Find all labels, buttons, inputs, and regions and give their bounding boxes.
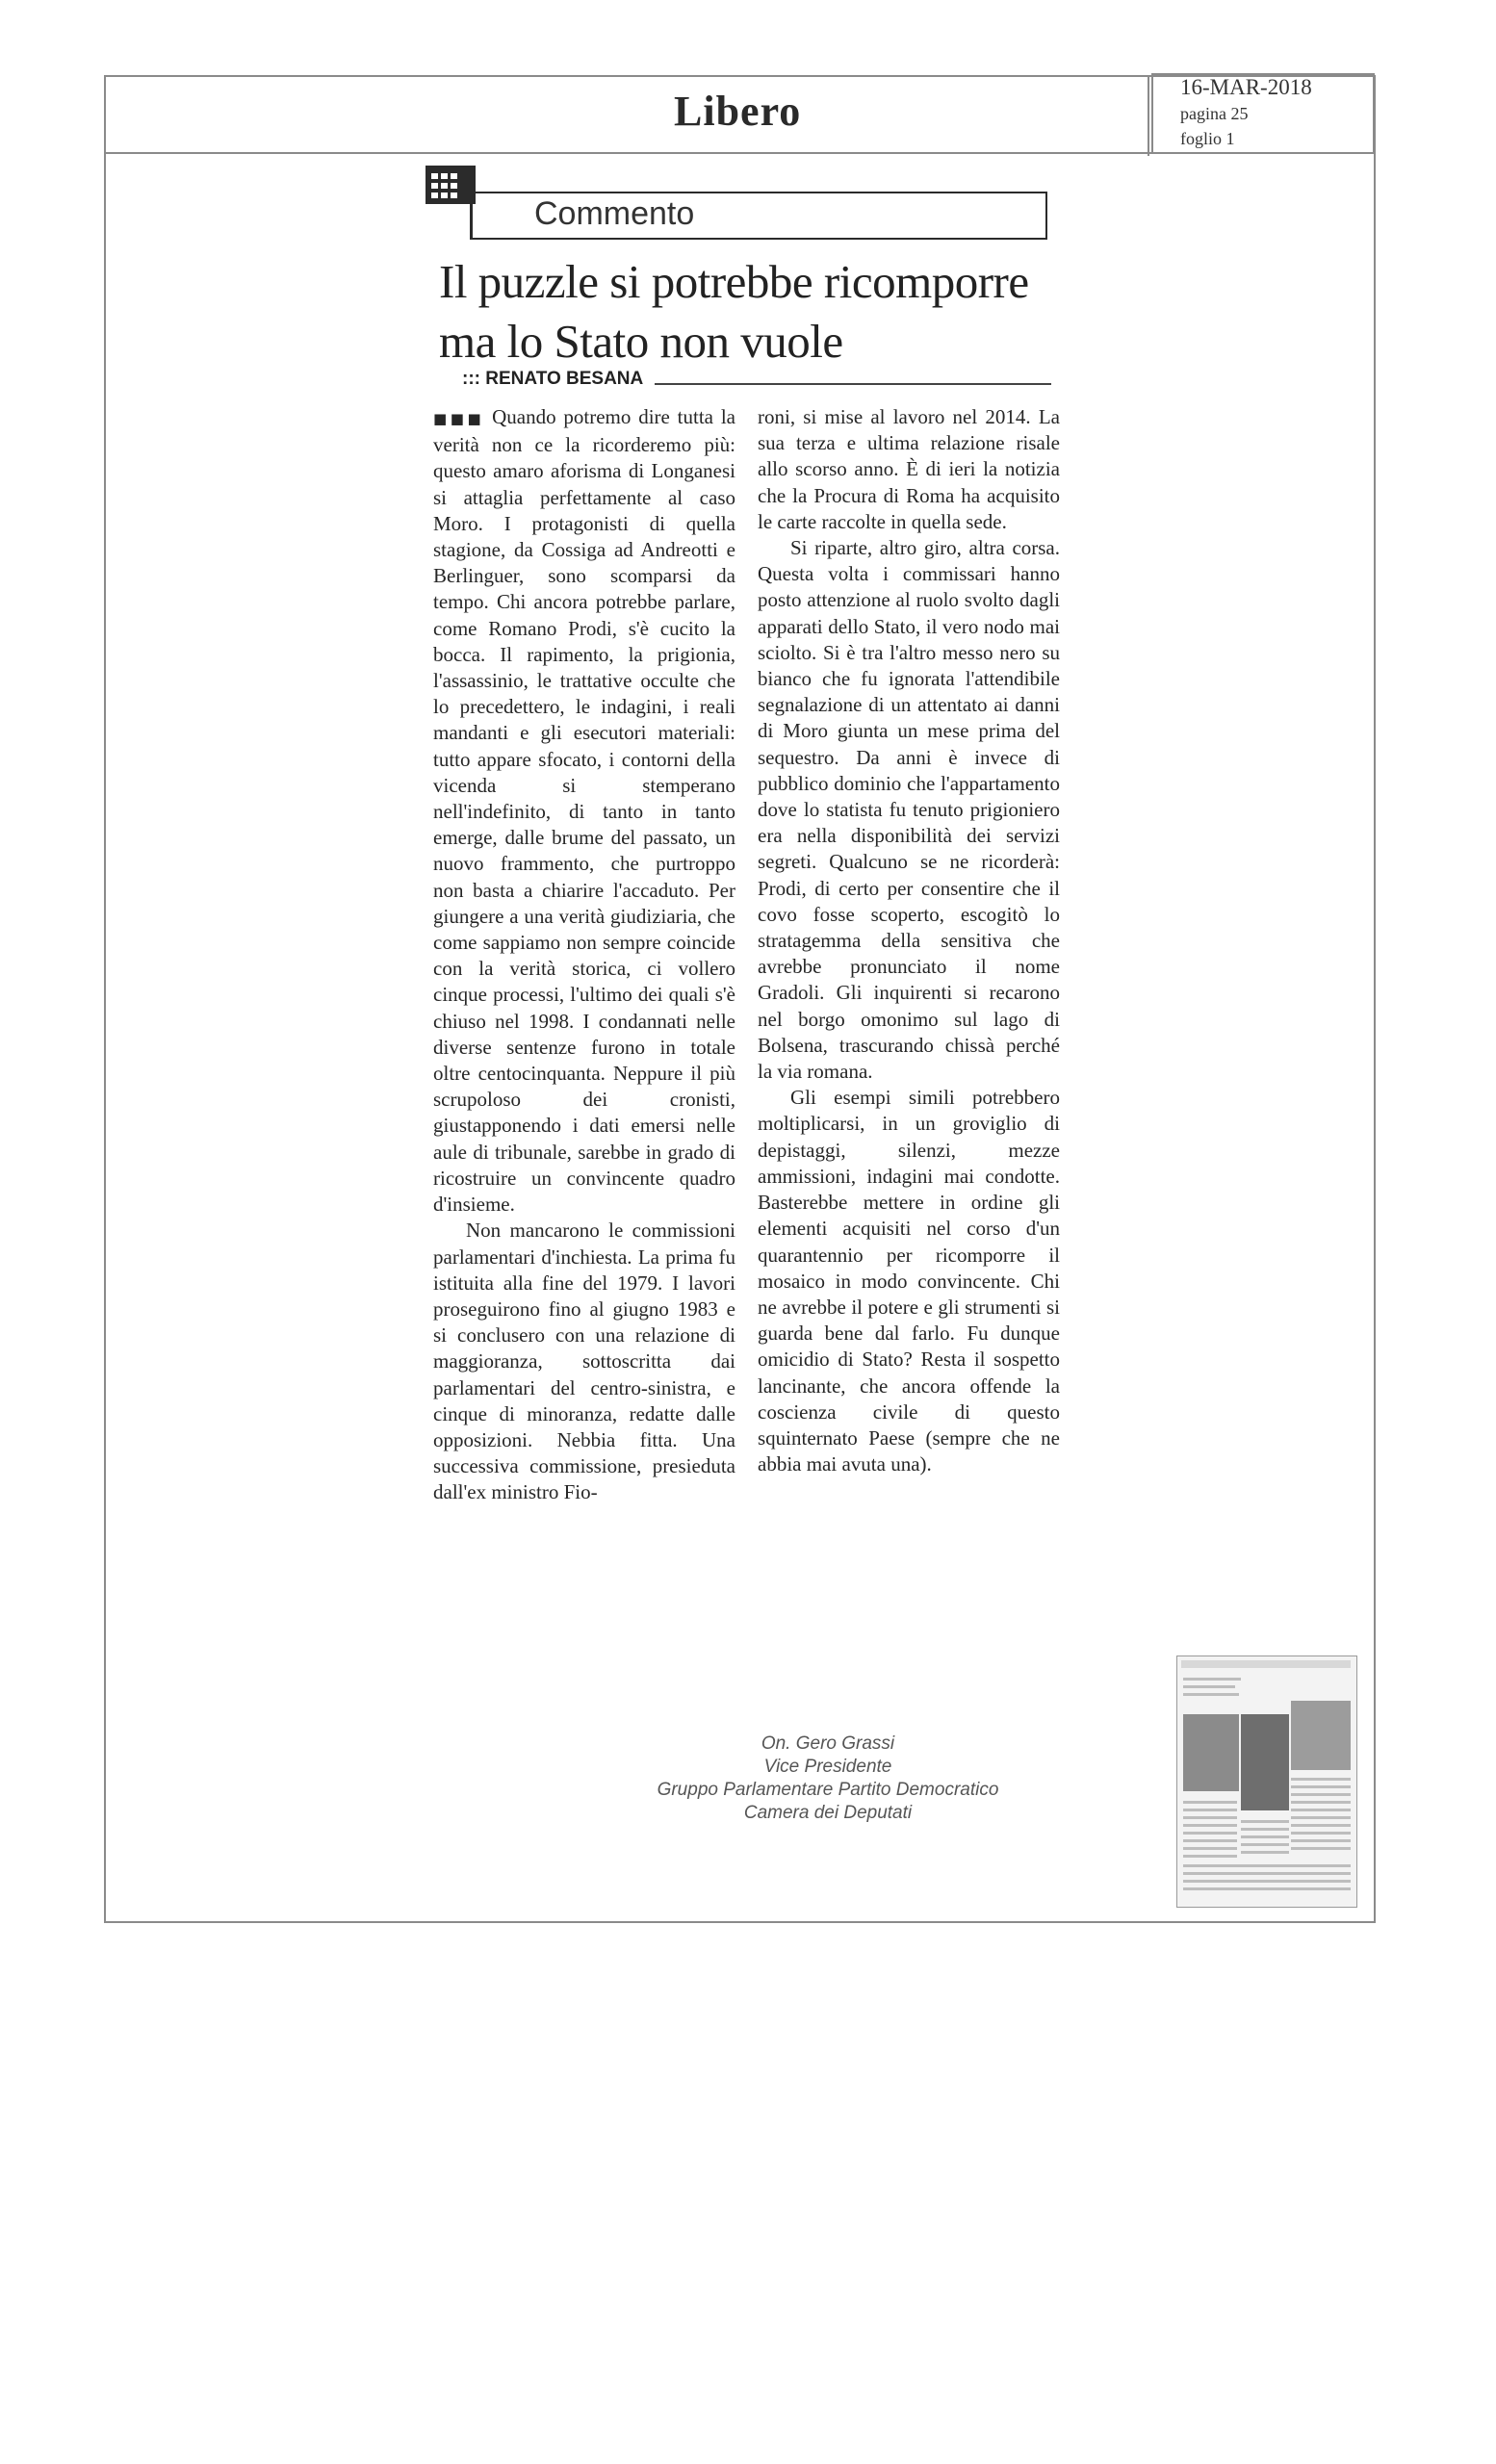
headline bbox=[439, 252, 1074, 372]
signature-name: On. Gero Grassi bbox=[761, 1733, 895, 1754]
headline-line-1: Il puzzle si potrebbe ricomporre bbox=[439, 255, 1029, 308]
article-column-1 bbox=[433, 404, 735, 1506]
paragraph bbox=[433, 404, 735, 1218]
page-thumbnail bbox=[1176, 1656, 1357, 1908]
byline-rule bbox=[655, 383, 1051, 385]
byline-marker: ::: bbox=[462, 369, 480, 389]
signature-chamber: Camera dei Deputati bbox=[743, 1803, 913, 1823]
signature-stamp bbox=[578, 1732, 1078, 1825]
page-number: pagina 25 bbox=[1180, 104, 1249, 123]
sheet-number: foglio 1 bbox=[1180, 129, 1235, 148]
paragraph: Gli esempi simili potrebbero moltiplicarsi, in un groviglio di depistaggi, silenzi, mezze ammissioni, indagini mai condotte. Basterebbe mettere in ordine gli elementi acquisiti nel corso d'un quarantennio per ricomporre il mosaico in modo convincente. Chi ne avrebbe il potere e gli strumenti si guarda bene dal farlo. Fu dunque omicidio di Stato? Resta il sospetto lancinante, che ancora offende la coscienza civile di questo squinternato Paese (sempre che ne abbia mai avuta una). bbox=[758, 1086, 1060, 1476]
paragraph: Non mancarono le commissioni parlamentari d'inchiesta. La prima fu istituita alla fine del 1979. I lavori proseguirono fino al giugno 1983 e si conclusero con una relazione di maggioranza, sottoscritta dai parlamentari del centro-sinistra, e cinque di minoranza, redatte dalle opposizioni. Nebbia fitta. Una successiva commissione, presieduta dall'ex ministro Fio- bbox=[433, 1219, 735, 1504]
byline-author: RENATO BESANA bbox=[485, 369, 644, 389]
clipping-date: 16-MAR-2018 bbox=[1180, 75, 1312, 99]
lead-marker: ■■■ bbox=[433, 410, 485, 427]
signature-group: Gruppo Parlamentare Partito Democratico bbox=[657, 1780, 999, 1800]
signature-role: Vice Presidente bbox=[763, 1757, 892, 1777]
article-column-2 bbox=[758, 404, 1060, 1477]
paragraph-text: Quando potremo dire tutta la verità non ce la ricorderemo più: questo amaro aforisma di Longanesi si attaglia perfettamente al caso Moro. I protagonisti di quella stagione, da Cossiga ad Andreotti e Berlinguer, sono scomparsi da tempo. Chi ancora potrebbe parlare, come Romano Prodi, s'è cucito la bocca. Il rapimento, la prigionia, l'assassinio, le trattative occulte che lo precedettero, le indagini, i reali mandanti e gli esecutori materiali: tutto appare sfocato, i contorni della vicenda si stemperano nell'indefinito, di tanto in tanto emerge, dalle brume del passato, un nuovo frammento, che purtroppo non basta a chiarire l'accaduto. Per giungere a una verità giudiziaria, che come sappiamo non sempre coincide con la verità storica, ci vollero cinque processi, l'ultimo dei quali s'è chiuso nel 1998. I condannati nelle diverse sentenze furono in totale oltre centocinquanta. Neppure il più scrupoloso dei cronisti, giustapponendo i dati emersi nelle aule di tribunale, sarebbe in grado di ricostruire un convincente quadro d'insieme. bbox=[433, 405, 735, 1217]
paragraph: Si riparte, altro giro, altra corsa. Questa volta i commissari hanno posto attenzione al ruolo svolto dagli apparati dello Stato, il vero nodo mai sciolto. Si è tra l'altro messo nero su bianco che fu ignorata l'attendibile segnalazione di un attentato ai danni di Moro giunta un mese prima del sequestro. Da anni è invece di pubblico dominio che l'appartamento dove lo statista fu tenuto prigioniero era nella disponibilità dei servizi segreti. Qualcuno se ne ricorderà: Prodi, di certo per consentire che il covo fosse scoperto, escogitò lo stratagemma della sensitiva che avrebbe pronunciato il nome Gradoli. Gli inquirenti si recarono nel borgo omonimo sul lago di Bolsena, trascurando chissà perché la via romana. bbox=[758, 536, 1060, 1084]
paragraph: roni, si mise al lavoro nel 2014. La sua terza e ultima relazione risale allo scorso anno. È di ieri la notizia che la Procura di Roma ha acquisito le carte raccolte in quella sede. bbox=[758, 405, 1060, 533]
grid-icon bbox=[426, 166, 476, 204]
byline bbox=[462, 369, 643, 390]
rubric-label: Commento bbox=[534, 195, 695, 232]
headline-line-2: ma lo Stato non vuole bbox=[439, 315, 843, 368]
masthead-logo: Libero bbox=[674, 88, 802, 135]
